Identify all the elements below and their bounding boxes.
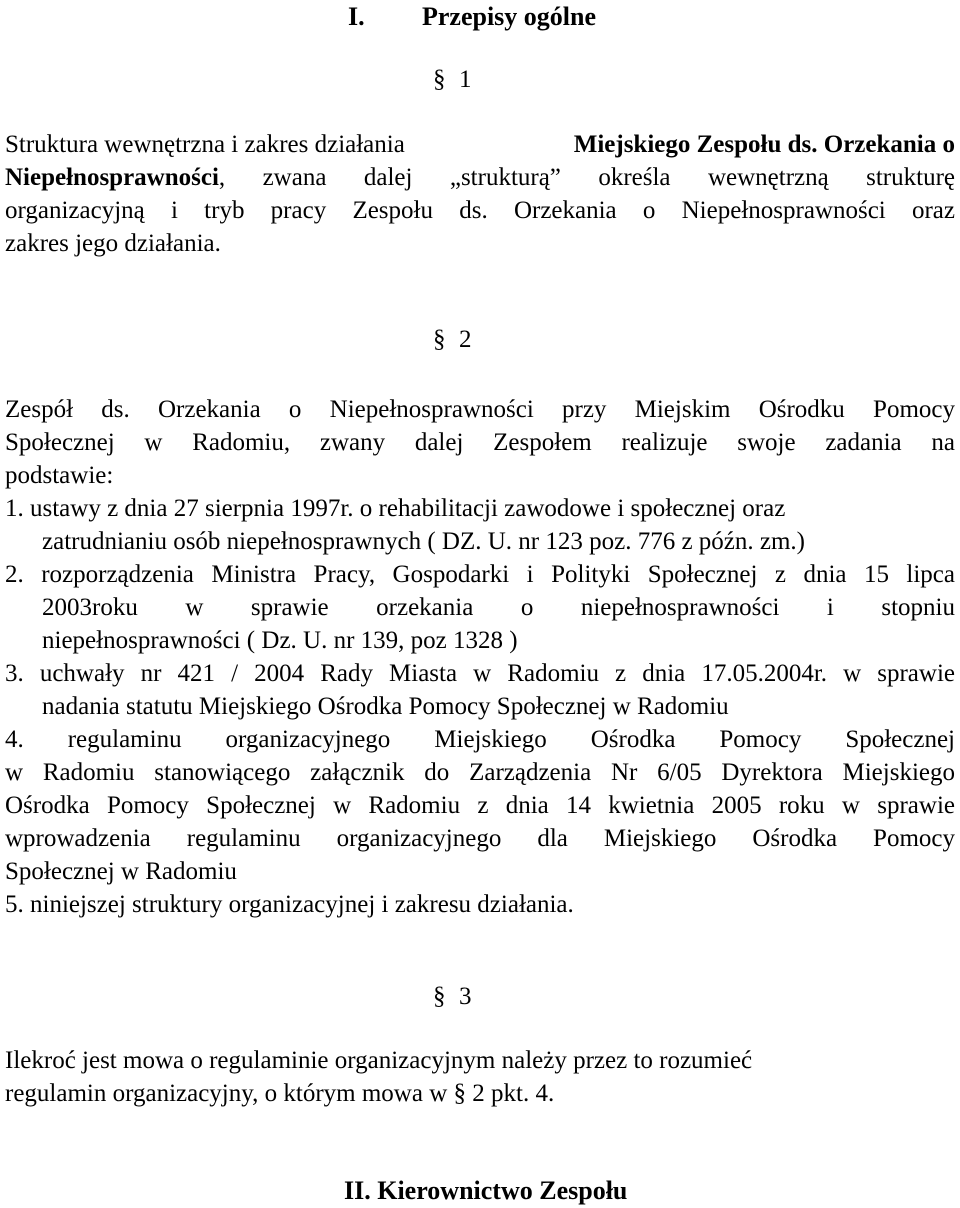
section-title: Przepisy ogólne bbox=[422, 2, 597, 31]
list-item-line: w Radomiu stanowiącego załącznik do Zarządzenia Nr 6/05 Dyrektora Miejskiego bbox=[5, 759, 955, 786]
paragraph-3-text bbox=[5, 1044, 955, 1110]
paragraph-marker-3 bbox=[433, 983, 472, 1011]
list-item-line: wprowadzenia regulaminu organizacyjnego dla Miejskiego Ośrodka Pomocy bbox=[5, 825, 955, 852]
paragraph-number: 3 bbox=[459, 983, 472, 1010]
paragraph-marker-2 bbox=[433, 326, 472, 354]
text-line: podstawie: bbox=[5, 462, 114, 489]
list-item-line: 2. rozporządzenia Ministra Pracy, Gospodarki i Polityki Społecznej z dnia 15 lipca bbox=[5, 561, 955, 588]
text-line: organizacyjną i tryb pracy Zespołu ds. Orzekania o Niepełnosprawności oraz bbox=[5, 197, 955, 224]
text-line: regulamin organizacyjny, o którym mowa w § 2 pkt. 4. bbox=[5, 1080, 555, 1107]
text-line: Ilekroć jest mowa o regulaminie organizacyjnym należy przez to rozumieć bbox=[5, 1047, 753, 1074]
text-line: Struktura wewnętrzna i zakres działania Miejskiego Zespołu ds. Orzekania o bbox=[5, 131, 955, 158]
text-line: Niepełnosprawności , zwana dalej „strukturą” określa wewnętrzną strukturę bbox=[5, 164, 955, 191]
list-item-line: 5. niniejszej struktury organizacyjnej i zakresu działania. bbox=[5, 891, 574, 918]
text-line: zakres jego działania. bbox=[5, 230, 221, 257]
list-item-line: 4. regulaminu organizacyjnego Miejskiego Ośrodka Pomocy Społecznej bbox=[5, 726, 955, 753]
section-number: I. bbox=[348, 2, 365, 31]
section-heading-1 bbox=[348, 2, 596, 32]
list-item-line: Ośrodka Pomocy Społecznej w Radomiu z dnia 14 kwietnia 2005 roku w sprawie bbox=[5, 792, 955, 819]
list-item-line: 2003roku w sprawie orzekania o niepełnosprawności i stopniu bbox=[42, 594, 955, 621]
paragraph-1-text bbox=[5, 128, 955, 260]
list-item-line: 1. ustawy z dnia 27 sierpnia 1997r. o rehabilitacji zawodowe i społecznej oraz bbox=[5, 495, 786, 522]
list-item-line: niepełnosprawności ( Dz. U. nr 139, poz 1328 ) bbox=[42, 627, 518, 654]
list-item-line: 3. uchwały nr 421 / 2004 Rady Miasta w Radomiu z dnia 17.05.2004r. w sprawie bbox=[5, 660, 955, 687]
list-item-line: Społecznej w Radomiu bbox=[5, 858, 237, 885]
text-line: Społecznej w Radomiu, zwany dalej Zespołem realizuje swoje zadania na bbox=[5, 429, 955, 456]
section-sign: § bbox=[433, 66, 446, 93]
list-item-line: zatrudnianiu osób niepełnosprawnych ( DZ. U. nr 123 poz. 776 z późn. zm.) bbox=[42, 528, 806, 555]
section-sign: § bbox=[433, 983, 446, 1010]
paragraph-number: 2 bbox=[459, 326, 472, 353]
paragraph-number: 1 bbox=[459, 66, 472, 93]
paragraph-marker-1 bbox=[433, 66, 472, 94]
text-line: Zespół ds. Orzekania o Niepełnosprawności przy Miejskim Ośrodku Pomocy bbox=[5, 396, 955, 423]
paragraph-2-text bbox=[5, 393, 955, 921]
section-sign: § bbox=[433, 326, 446, 353]
list-item-line: nadania statutu Miejskiego Ośrodka Pomocy Społecznej w Radomiu bbox=[42, 693, 729, 720]
section-heading-2: II. Kierownictwo Zespołu bbox=[344, 1176, 628, 1205]
